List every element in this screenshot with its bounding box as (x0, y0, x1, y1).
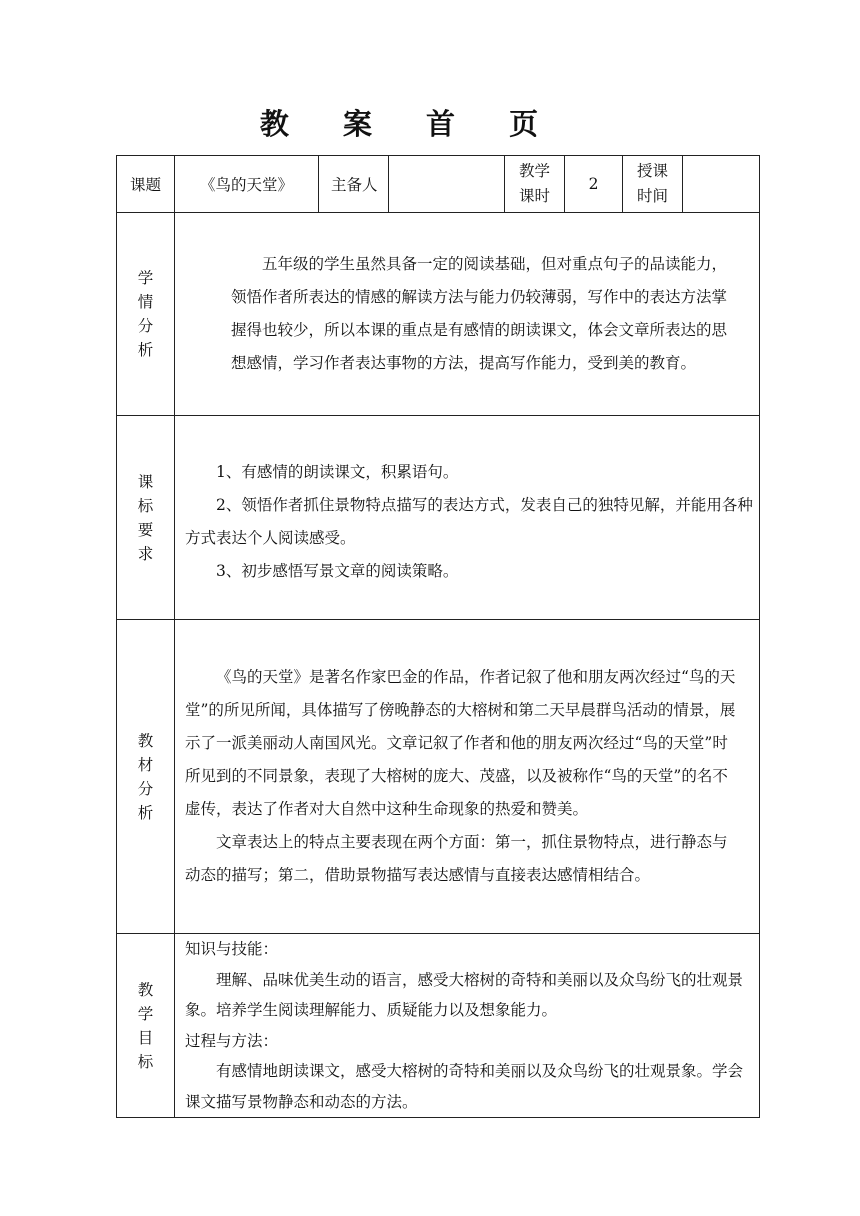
page-title: 教 案 首 页 (259, 107, 561, 141)
curriculum-standards-content (175, 416, 760, 620)
paragraph: 3、初步感悟写景文章的阅读策略。 (216, 561, 459, 580)
paragraph: 有感情地朗读课文，感受大榕树的奇特和美丽以及众鸟纷飞的壮观景象。学会课文描写景物静态和动态的方法。 (185, 1062, 744, 1111)
teaching-time-label: 授课 时间 (623, 156, 683, 213)
class-hours-value: 2 (565, 156, 623, 213)
class-hours-label: 教学 课时 (505, 156, 565, 213)
student-analysis-row (117, 213, 760, 416)
topic-value: 《鸟的天堂》 (175, 156, 319, 213)
student-analysis-label: 学 情 分 析 (117, 213, 175, 416)
paragraph: 2、领悟作者抓住景物特点描写的表达方式，发表自己的独特见解，并能用各种方式表达个人阅读感受。 (185, 495, 753, 547)
curriculum-standards-label: 课 标 要 求 (117, 416, 175, 620)
textbook-analysis-label: 教 材 分 析 (117, 620, 175, 934)
paragraph: 文章表达上的特点主要表现在两个方面：第一，抓住景物特点，进行静态与动态的描写；第二，借助景物描写表达感情与直接表达感情相结合。 (185, 833, 728, 884)
objective-heading: 过程与方法： (185, 1031, 279, 1050)
preparer-label: 主备人 (319, 156, 389, 213)
preparer-value (389, 156, 505, 213)
student-analysis-content (175, 213, 760, 416)
curriculum-standards-row (117, 416, 760, 620)
header-row (117, 156, 760, 213)
objective-heading: 知识与技能： (185, 940, 279, 958)
teaching-objectives-label: 教 学 目 标 (117, 934, 175, 1118)
paragraph: 理解、品味优美生动的语言，感受大榕树的奇特和美丽以及众鸟纷飞的壮观景象。培养学生阅读理解能力、质疑能力以及想象能力。 (185, 970, 744, 1019)
teaching-objectives-content (175, 934, 760, 1118)
textbook-analysis-row (117, 620, 760, 934)
paragraph: 1、有感情的朗读课文，积累语句。 (216, 462, 459, 481)
teaching-time-value (683, 156, 760, 213)
paragraph: 《鸟的天堂》是著名作家巴金的作品，作者记叙了他和朋友两次经过“鸟的天堂”的所见所闻，具体描写了傍晚静态的大榕树和第二天早晨群鸟活动的情景，展示了一派美丽动人南国风光。文章记叙了作者和他的朋友两次经过“鸟的天堂”时所见到的不同景象，表现了大榕树的庞大、茂盛，以及被称作“鸟的天堂”的名不虚传，表达了作者对大自然中这种生命现象的热爱和赞美。 (185, 668, 736, 818)
lesson-plan-table (116, 155, 760, 1118)
textbook-analysis-content (175, 620, 760, 934)
topic-label: 课题 (117, 156, 175, 213)
paragraph: 五年级的学生虽然具备一定的阅读基础，但对重点句子的品读能力，领悟作者所表达的情感的解读方法与能力仍较薄弱，写作中的表达方法掌握得也较少，所以本课的重点是有感情的朗读课文，体会文章所表达的思想感情，学习作者表达事物的方法，提高写作能力，受到美的教育。 (231, 255, 728, 372)
teaching-objectives-row (117, 934, 760, 1118)
